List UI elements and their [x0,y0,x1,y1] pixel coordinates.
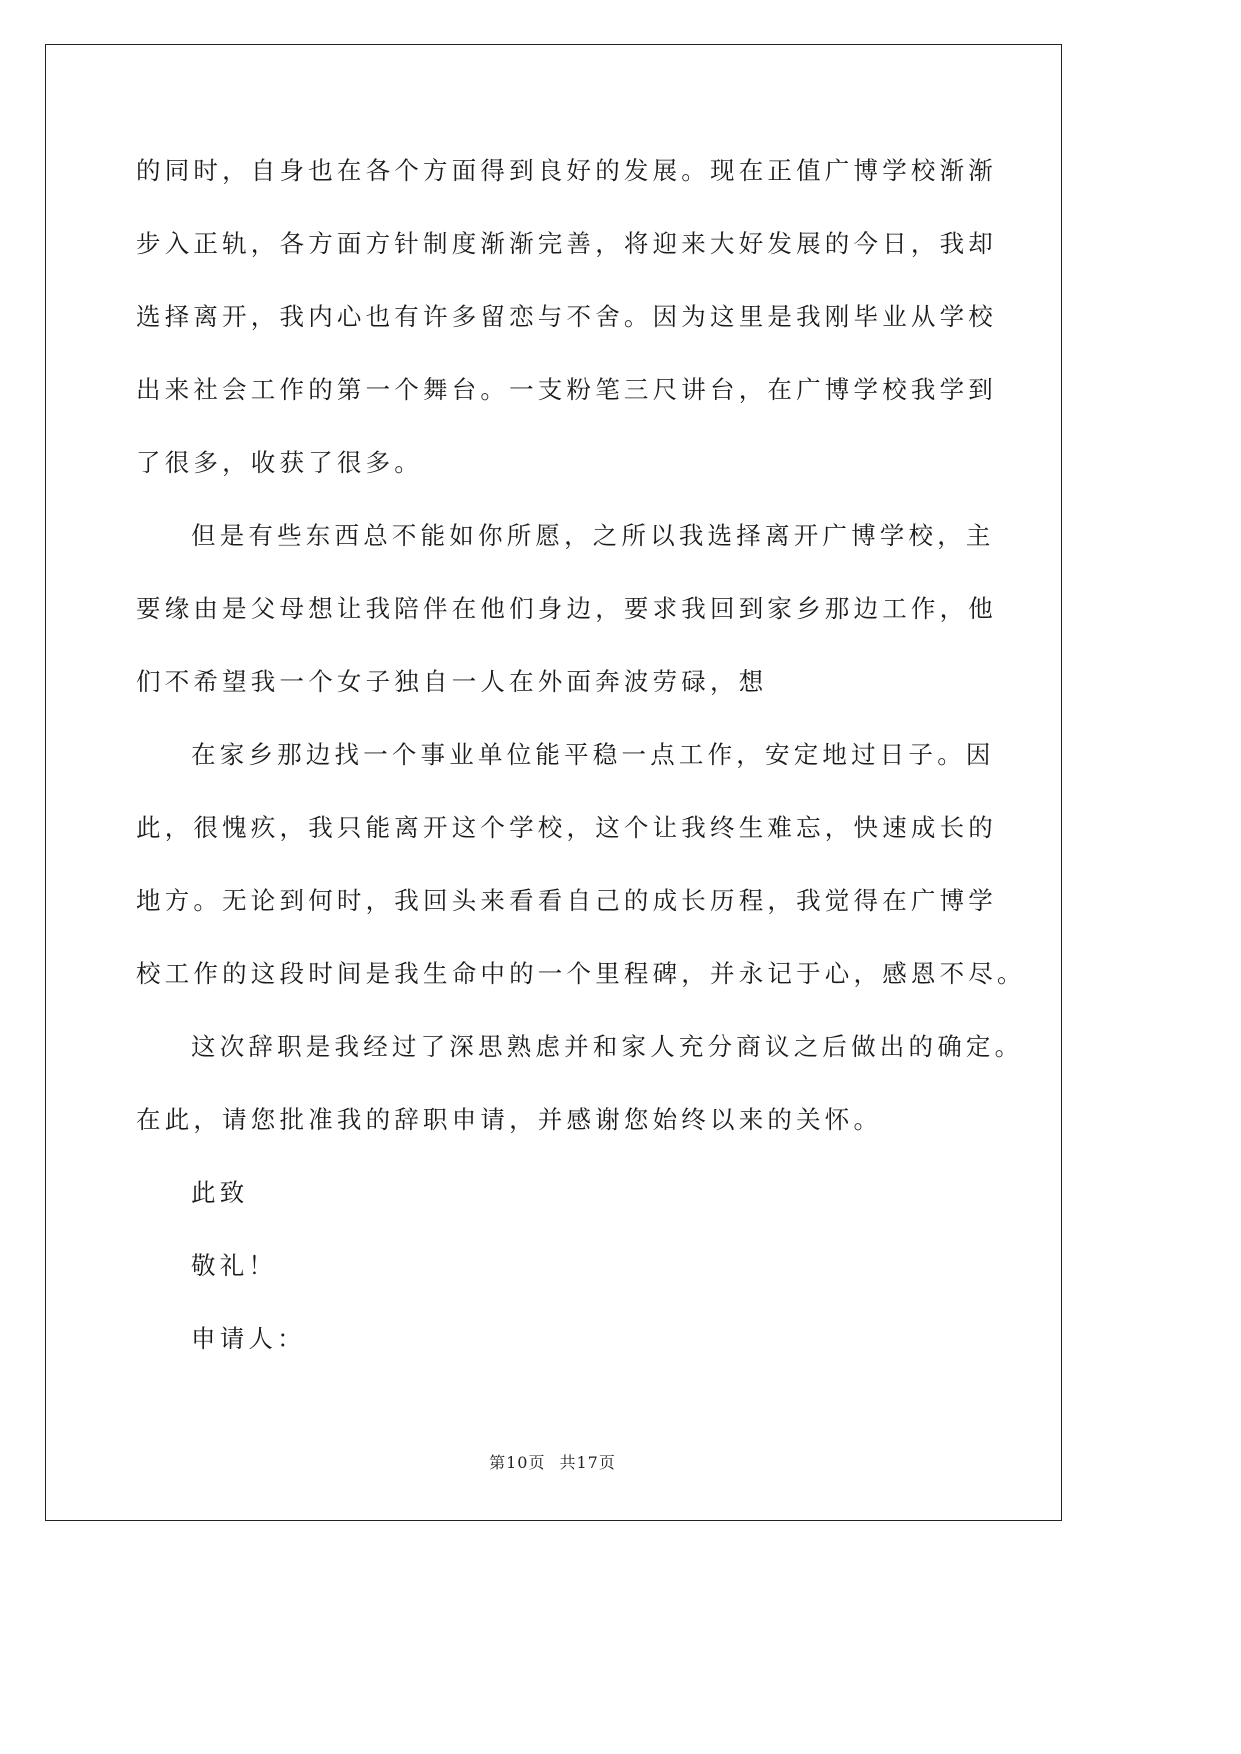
paragraph-start-line: 但是有些东西总不能如你所愿，之所以我选择离开广博学校，主 [191,521,995,550]
text-line: 地方。无论到何时，我回头来看看自己的成长历程，我觉得在广博学 [136,886,997,915]
text-line: 出来社会工作的第一个舞台。一支粉笔三尺讲台，在广博学校我学到 [136,375,997,404]
text-line: 此，很愧疚，我只能离开这个学校，这个让我终生难忘，快速成长的 [136,813,997,842]
text-line: 步入正轨，各方面方针制度渐渐完善，将迎来大好发展的今日，我却 [136,229,997,258]
text-line: 们不希望我一个女子独自一人在外面奔波劳碌，想 [136,667,768,696]
text-line: 的同时，自身也在各个方面得到良好的发展。现在正值广博学校渐渐 [136,156,997,185]
salutation: 敬礼！ [191,1251,278,1280]
letter-body [136,148,1026,1389]
paragraph-start-line: 在家乡那边找一个事业单位能平稳一点工作，安定地过日子。因 [191,740,995,769]
page-footer [0,1450,1105,1473]
applicant-label: 申请人： [191,1324,306,1353]
text-line: 在此，请您批准我的辞职申请，并感谢您始终以来的关怀。 [136,1105,883,1134]
text-line: 校工作的这段时间是我生命中的一个里程碑，并永记于心，感恩不尽。 [136,959,1026,988]
closing-phrase: 此致 [191,1178,249,1207]
text-line: 要缘由是父母想让我陪伴在他们身边，要求我回到家乡那边工作，他 [136,594,997,623]
current-page-number: 第10页 [489,1453,546,1472]
text-line: 选择离开，我内心也有许多留恋与不舍。因为这里是我刚毕业从学校 [136,302,997,331]
paragraph-start-line: 这次辞职是我经过了深思熟虑并和家人充分商议之后做出的确定。 [191,1032,1024,1061]
total-pages: 共17页 [559,1453,616,1472]
text-line: 了很多，收获了很多。 [136,448,423,477]
